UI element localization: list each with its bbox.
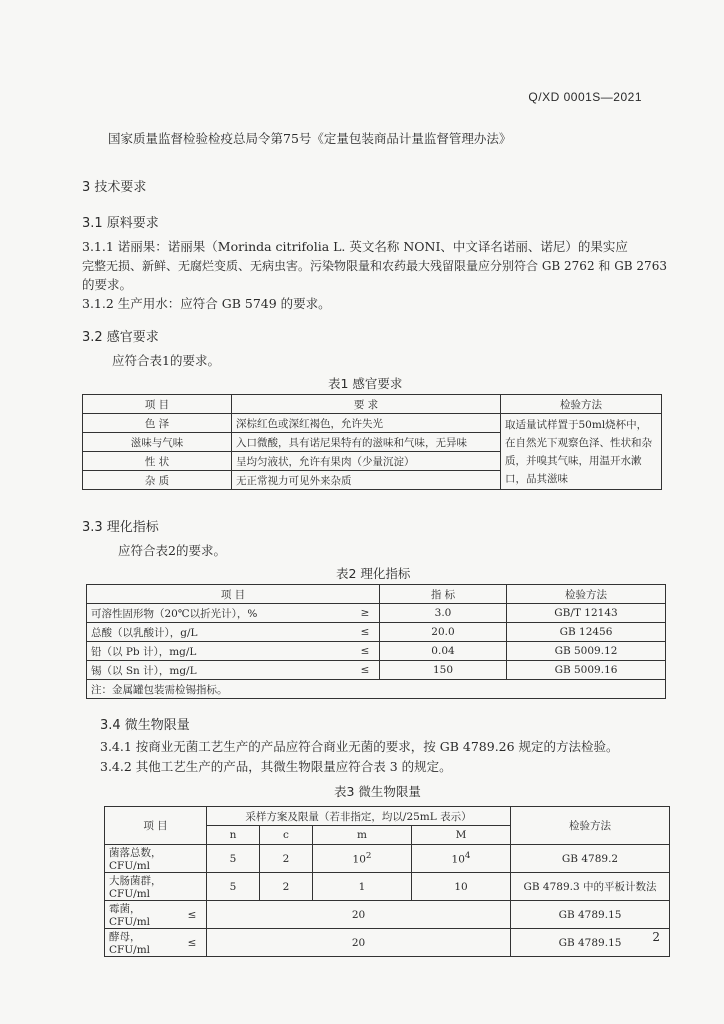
table3-cell-c: 2 <box>260 873 313 901</box>
table1-cell-item: 滋味与气味 <box>83 433 232 452</box>
table3-sub-M: M <box>412 826 511 845</box>
para-3-4-2: 3.4.2 其他工艺生产的产品，其微生物限量应符合表 3 的规定。 <box>100 759 452 774</box>
table1 <box>82 394 662 490</box>
table3-cell-sym: ≤ <box>178 929 207 957</box>
table3-header-plan: 采样方案及限量（若非指定，均以/25mL 表示） <box>207 807 511 826</box>
table2-note: 注：金属罐包装需检锡指标。 <box>87 680 666 699</box>
table1-cell-item: 杂 质 <box>83 471 232 490</box>
table2 <box>86 584 666 699</box>
table1-cell-item: 色 泽 <box>83 414 232 433</box>
table1-header-method: 检验方法 <box>501 395 662 414</box>
table3-m-exp: 2 <box>365 851 372 862</box>
table3-header-method: 检验方法 <box>511 807 670 845</box>
table3-cell-item: 菌落总数，CFU/ml <box>105 845 207 873</box>
table3-M-exp: 4 <box>464 851 471 862</box>
table3-cell-value: 20 <box>207 901 511 929</box>
section-3-2-title: 3.2 感官要求 <box>82 330 159 345</box>
table2-cell-value: 150 <box>380 661 507 680</box>
section-3-3-intro: 应符合表2的要求。 <box>118 543 226 558</box>
table3-cell-item: 酵母，CFU/ml <box>105 929 179 957</box>
table2-cell-method: GB 5009.12 <box>507 642 666 661</box>
table1-header-item: 项 目 <box>83 395 232 414</box>
table2-header-item: 项 目 <box>87 585 380 604</box>
table1-caption: 表1 感官要求 <box>328 376 403 391</box>
table1-header-req: 要 求 <box>232 395 501 414</box>
table1-cell-req: 深棕红色或深红褐色，允许失光 <box>232 414 501 433</box>
table2-cell-item: 铅（以 Pb 计），mg/L <box>87 642 352 661</box>
table3-cell-c: 2 <box>260 845 313 873</box>
table2-caption: 表2 理化指标 <box>336 566 411 581</box>
table1-cell-item: 性 状 <box>83 452 232 471</box>
table2-cell-sym: ≥ <box>351 604 380 623</box>
table2-cell-value: 0.04 <box>380 642 507 661</box>
section-3-4-title: 3.4 微生物限量 <box>100 718 190 733</box>
table3-cell-value: 20 <box>207 929 511 957</box>
table3 <box>104 806 670 957</box>
table3-sub-n: n <box>207 826 260 845</box>
table3-cell-item: 霉菌，CFU/ml <box>105 901 179 929</box>
para-3-1-2: 3.1.2 生产用水：应符合 GB 5749 的要求。 <box>82 296 331 311</box>
reference-line: 国家质量监督检验检疫总局令第75号《定量包装商品计量监督管理办法》 <box>108 131 512 146</box>
table2-cell-item: 锡（以 Sn 计），mg/L <box>87 661 352 680</box>
table2-cell-sym: ≤ <box>351 623 380 642</box>
table3-cell-method: GB 4789.15 <box>511 929 670 957</box>
document-code: Q/XD 0001S—2021 <box>528 90 642 104</box>
table2-cell-method: GB/T 12143 <box>507 604 666 623</box>
table2-header-method: 检验方法 <box>507 585 666 604</box>
table3-cell-M <box>412 845 511 873</box>
section-3-3-title: 3.3 理化指标 <box>82 520 159 535</box>
table3-cell-sym: ≤ <box>178 901 207 929</box>
para-3-1-1-line1: 3.1.1 诺丽果：诺丽果（Morinda citrifolia L. 英文名称 NONI、中文译名诺丽、诺尼）的果实应 <box>82 239 628 254</box>
section-3-1-title: 3.1 原料要求 <box>82 216 159 231</box>
para-3-4-1: 3.4.1 按商业无菌工艺生产的产品应符合商业无菌的要求，按 GB 4789.26 规定的方法检验。 <box>100 739 619 754</box>
table3-cell-method: GB 4789.2 <box>511 845 670 873</box>
table2-cell-value: 20.0 <box>380 623 507 642</box>
table2-cell-item: 总酸（以乳酸计），g/L <box>87 623 352 642</box>
section-3-2-intro: 应符合表1的要求。 <box>112 353 220 368</box>
table3-cell-method: GB 4789.3 中的平板计数法 <box>511 873 670 901</box>
table3-cell-n: 5 <box>207 873 260 901</box>
table3-cell-m <box>313 845 412 873</box>
table3-cell-item: 大肠菌群，CFU/ml <box>105 873 207 901</box>
table3-M-base: 10 <box>451 853 465 866</box>
table2-cell-item: 可溶性固形物（20℃以折光计），% <box>87 604 352 623</box>
table2-cell-method: GB 12456 <box>507 623 666 642</box>
table1-cell-req: 入口微酸，具有诺尼果特有的滋味和气味，无异味 <box>232 433 501 452</box>
table2-cell-sym: ≤ <box>351 661 380 680</box>
table1-cell-req: 无正常视力可见外来杂质 <box>232 471 501 490</box>
table2-cell-value: 3.0 <box>380 604 507 623</box>
table2-cell-method: GB 5009.16 <box>507 661 666 680</box>
table3-header-item: 项 目 <box>105 807 207 845</box>
table3-sub-m: m <box>313 826 412 845</box>
page-number: 2 <box>652 930 660 944</box>
para-3-1-1-line3: 的要求。 <box>82 277 133 292</box>
table3-cell-m: 1 <box>313 873 412 901</box>
table3-cell-n: 5 <box>207 845 260 873</box>
table3-cell-M: 10 <box>412 873 511 901</box>
table2-header-value: 指 标 <box>380 585 507 604</box>
table2-cell-sym: ≤ <box>351 642 380 661</box>
table3-m-base: 10 <box>352 853 366 866</box>
table1-cell-method: 取适量试样置于50ml烧杯中，在自然光下观察色泽、性状和杂质，并嗅其气味，用温开水漱口，品其滋味 <box>501 414 662 490</box>
table3-cell-method: GB 4789.15 <box>511 901 670 929</box>
para-3-1-1-line2: 完整无损、新鲜、无腐烂变质、无病虫害。污染物限量和农药最大残留限量应分别符合 GB 2762 和 GB 2763 <box>82 259 667 273</box>
table1-cell-req: 呈均匀液状，允许有果肉（少量沉淀） <box>232 452 501 471</box>
table3-sub-c: c <box>260 826 313 845</box>
section-3-title: 3 技术要求 <box>82 180 147 195</box>
table3-caption: 表3 微生物限量 <box>334 784 421 799</box>
